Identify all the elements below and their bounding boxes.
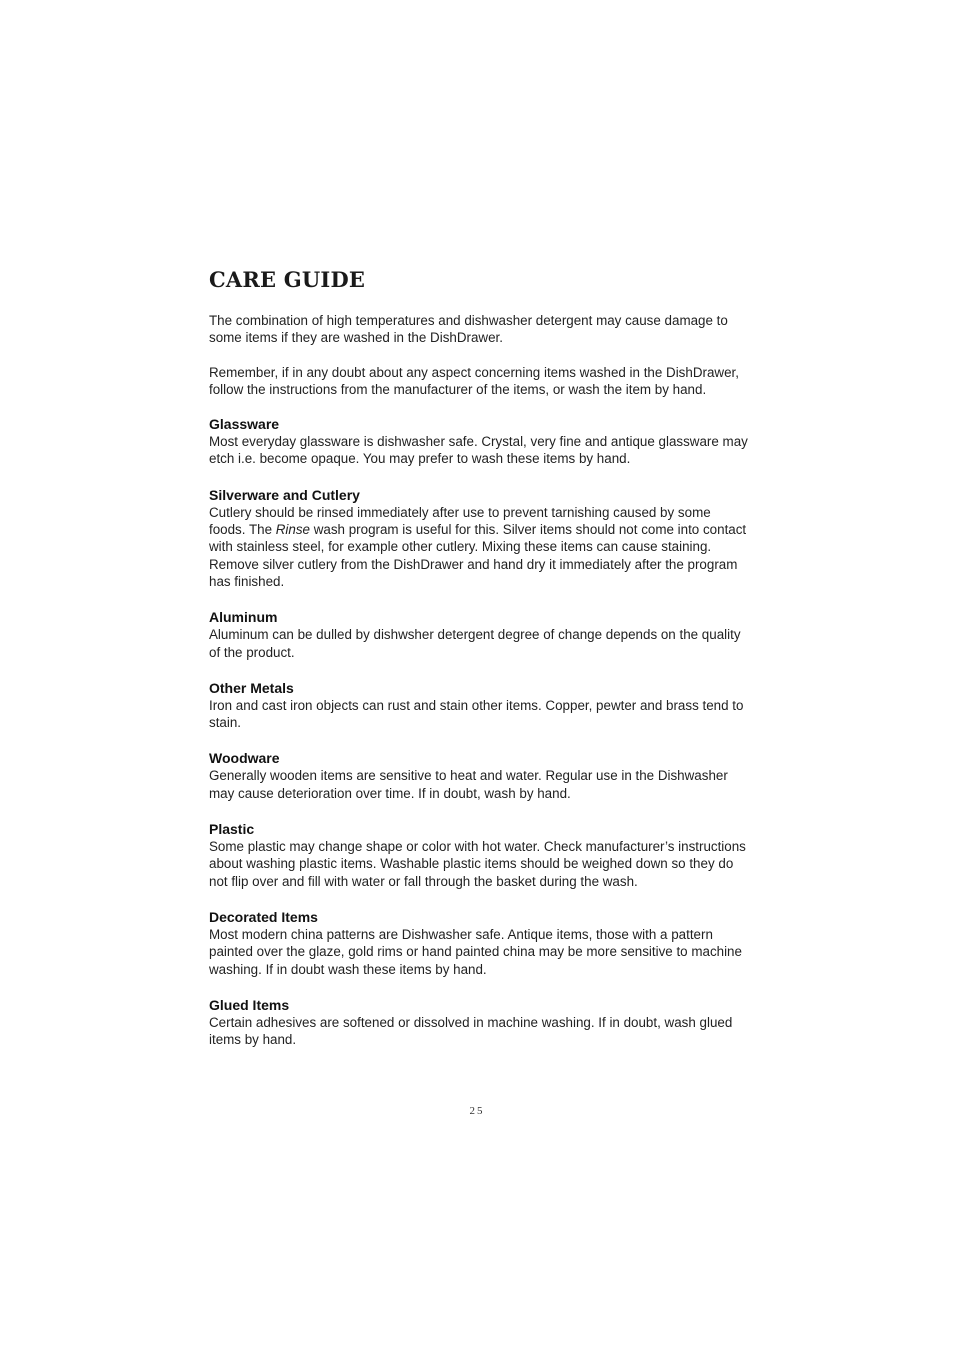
section-heading: Glued Items: [209, 996, 290, 1013]
section-aluminum: [209, 608, 749, 661]
section-silverware-and-cutlery: [209, 486, 749, 590]
section-heading: Silverware and Cutlery: [209, 486, 360, 503]
section-body: Generally wooden items are sensitive to heat and water. Regular use in the Dishwasher may cause deterioration over time. If in doubt, wash by hand.: [209, 768, 728, 801]
section-heading: Other Metals: [209, 679, 294, 696]
section-plastic: [209, 820, 749, 890]
section-body-text: Cutlery should be rinsed immediately after use to prevent tarnishing caused by some foods. The: [209, 504, 711, 538]
intro-paragraph-2: Remember, if in any doubt about any aspect concerning items washed in the DishDrawer, follow the instructions from the manufacturer of the items, or wash the item by hand.: [209, 364, 739, 397]
section-woodware: [209, 749, 749, 802]
rinse-program-name: Rinse: [275, 522, 311, 538]
section-decorated-items: [209, 908, 749, 978]
section-heading: Decorated Items: [209, 908, 318, 925]
section-body: Most everyday glassware is dishwasher safe. Crystal, very fine and antique glassware may etch i.e. become opaque. You may prefer to wash these items by hand.: [209, 434, 748, 467]
section-heading: Aluminum: [209, 609, 278, 626]
section-body: Most modern china patterns are Dishwasher safe. Antique items, those with a pattern painted over the glaze, gold rims or hand painted china may be more sensitive to machine washing. If in doubt wash these items by hand.: [209, 926, 742, 977]
section-heading: Woodware: [209, 750, 280, 767]
section-body: [209, 504, 749, 590]
section-heading: Glassware: [209, 416, 280, 433]
section-other-metals: [209, 679, 749, 732]
section-body: Some plastic may change shape or color with hot water. Check manufacturer’s instructions about washing plastic items. Washable plastic items should be weighed down so they do not flip over and fill with water or fall through the basket during the wash.: [209, 839, 746, 889]
section-glued-items: [209, 996, 749, 1049]
page-title: CARE GUIDE: [209, 267, 366, 292]
section-body: Aluminum can be dulled by dishwsher detergent degree of change depends on the quality of the product.: [209, 627, 741, 660]
page-number: 25: [469, 1105, 485, 1117]
section-body: Iron and cast iron objects can rust and stain other items. Copper, pewter and brass tend to stain.: [209, 697, 744, 731]
section-body-text: wash program is useful for this. Silver items should not come into contact with stainless steel, for example other cutlery. Mixing these items can cause staining. Remove silver cutlery from the DishDrawer and hand dry it immediately after the program has finished.: [209, 522, 747, 589]
care-guide-page: [209, 266, 749, 1066]
intro-paragraph-1: The combination of high temperatures and dishwasher detergent may cause damage to some items if they are washed in the DishDrawer.: [209, 313, 728, 346]
section-glassware: [209, 415, 749, 468]
section-body: Certain adhesives are softened or dissolved in machine washing. If in doubt, wash glued items by hand.: [209, 1014, 733, 1048]
section-heading: Plastic: [209, 821, 255, 838]
